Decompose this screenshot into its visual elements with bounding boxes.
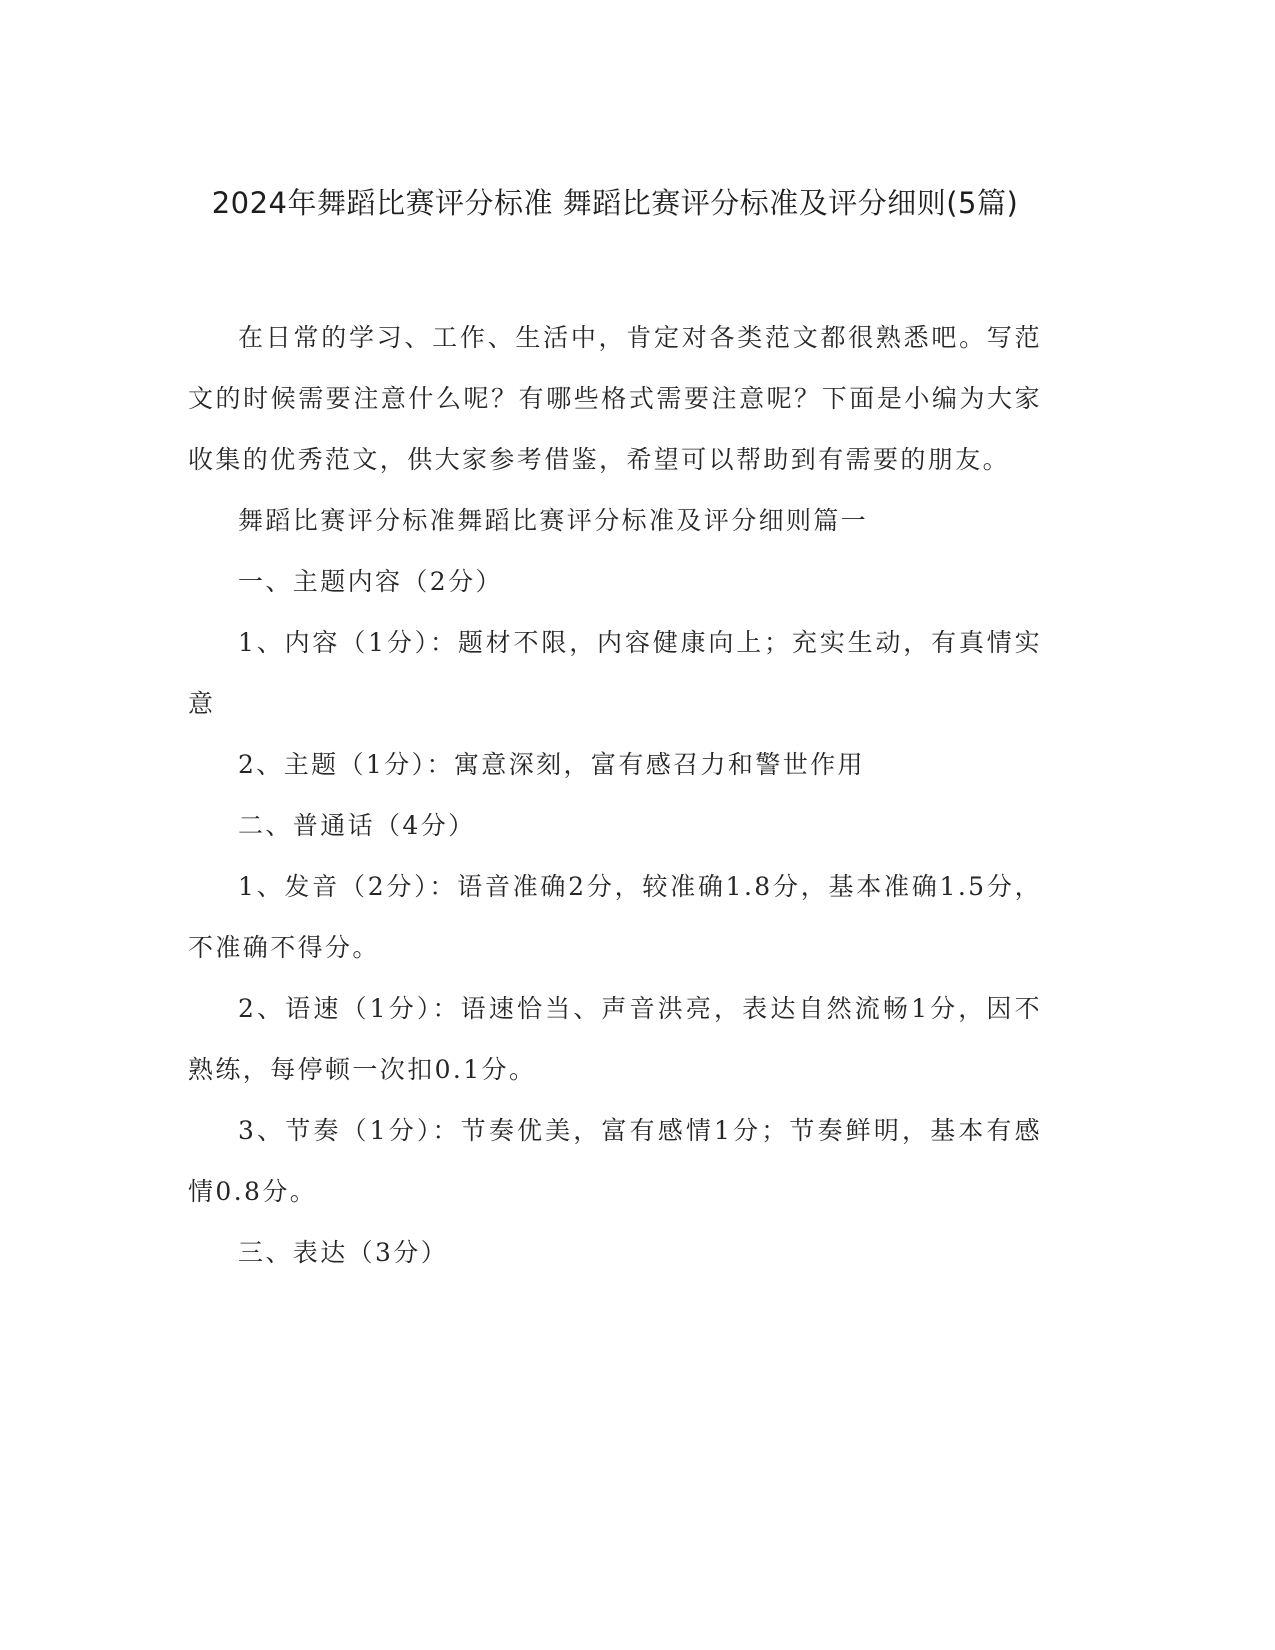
paragraph-theme-item: 2、主题（1分）：寓意深刻，富有感召力和警世作用	[238, 750, 865, 779]
paragraph-heading-expression: 三、表达（3分）	[238, 1238, 449, 1267]
paragraph-pronunciation-item: 1、发音（2分）：语音准确2分，较准确1.8分，基本准确1.5分，不准确不得分。	[188, 872, 1042, 962]
paragraph-speed-item: 2、语速（1分）：语速恰当、声音洪亮，表达自然流畅1分，因不熟练，每停顿一次扣0.1分。	[188, 994, 1042, 1084]
document-title: 2024年舞蹈比赛评分标准 舞蹈比赛评分标准及评分细则(5篇)	[211, 186, 1019, 220]
paragraph-heading-mandarin: 二、普通话（4分）	[238, 811, 476, 840]
paragraph-section-heading: 舞蹈比赛评分标准舞蹈比赛评分标准及评分细则篇一	[238, 506, 869, 535]
paragraph-heading-theme: 一、主题内容（2分）	[238, 567, 503, 596]
paragraph-intro: 在日常的学习、工作、生活中，肯定对各类范文都很熟悉吧。写范文的时候需要注意什么呢？有哪些格式需要注意呢？下面是小编为大家收集的优秀范文，供大家参考借鉴，希望可以帮助到有需要的朋友。	[188, 323, 1042, 474]
paragraph-rhythm-item: 3、节奏（1分）：节奏优美，富有感情1分；节奏鲜明，基本有感情0.8分。	[188, 1116, 1042, 1206]
paragraph-content-item: 1、内容（1分）：题材不限，内容健康向上；充实生动，有真情实意	[188, 628, 1042, 718]
document-body	[188, 307, 1042, 1283]
